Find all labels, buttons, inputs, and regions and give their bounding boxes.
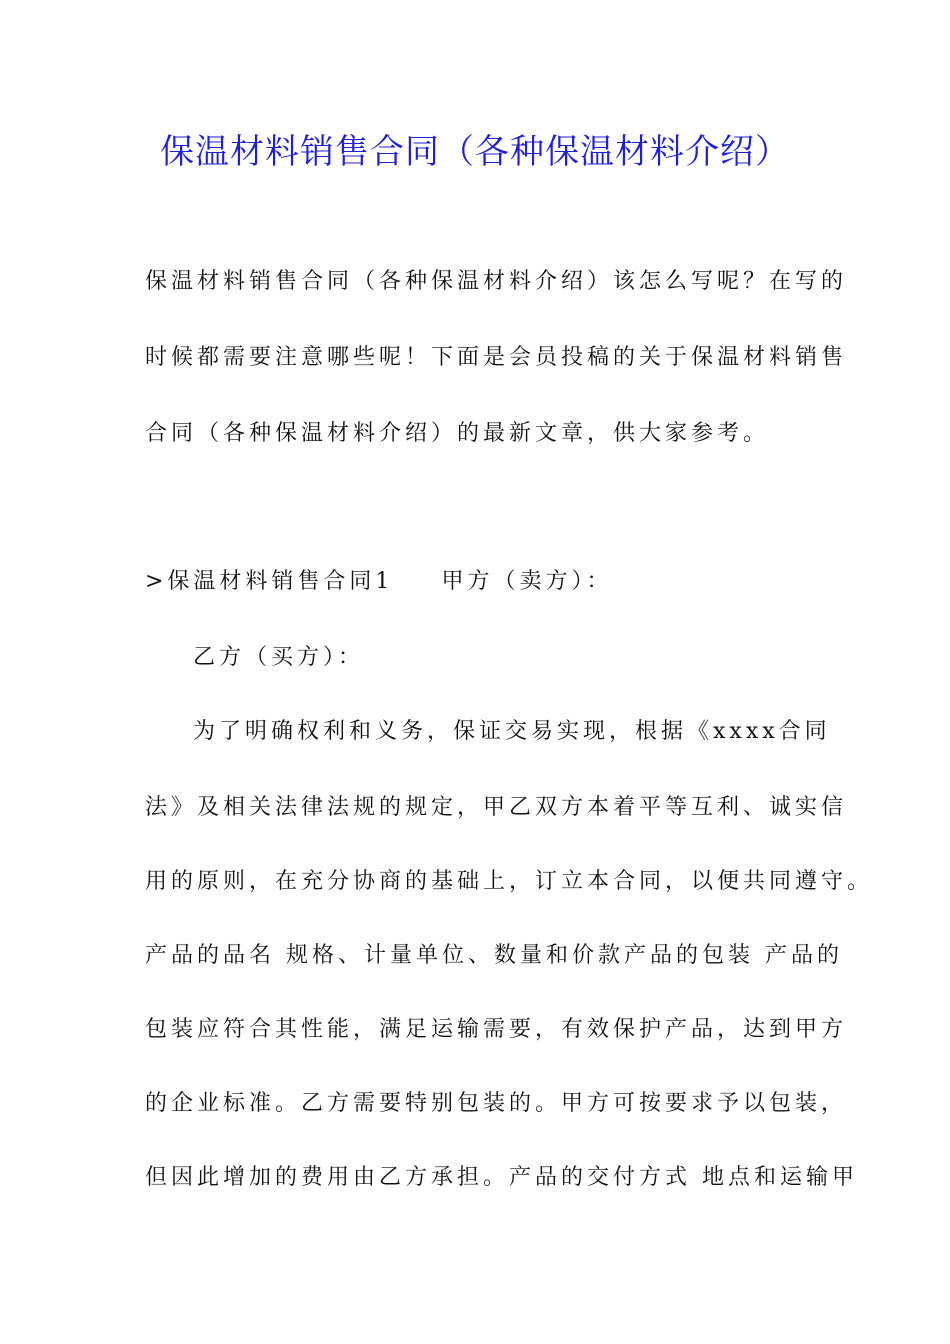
body-line: 产品的品名 规格、计量单位、数量和价款产品的包装 产品的 — [145, 943, 843, 968]
body-line: 用的原则，在充分协商的基础上，订立本合同，以便共同遵守。 — [145, 869, 874, 894]
contract-heading-row — [145, 566, 612, 598]
party-b-label: 乙方（买方）： — [193, 645, 365, 670]
intro-line: 保温材料销售合同（各种保温材料介绍）该怎么写呢？在写的 — [145, 269, 848, 294]
intro-line: 合同（各种保温材料介绍）的最新文章，供大家参考。 — [145, 421, 770, 446]
body-line: 的企业标准。乙方需要特别包装的。甲方可按要求予以包装， — [145, 1091, 848, 1116]
body-line: 为了明确权利和义务，保证交易实现，根据《xxxx合同 — [193, 719, 831, 744]
body-line: 法》及相关法律法规的规定，甲乙双方本着平等互利、诚实信 — [145, 795, 848, 820]
contract-heading: >保温材料销售合同1 — [145, 569, 394, 594]
intro-line: 时候都需要注意哪些呢！下面是会员投稿的关于保温材料销售 — [145, 345, 848, 370]
body-line: 包装应符合其性能，满足运输需要，有效保护产品，达到甲方 — [145, 1017, 848, 1042]
body-line: 但因此增加的费用由乙方承担。产品的交付方式 地点和运输甲 — [145, 1165, 858, 1190]
document-title: 保温材料销售合同（各种保温材料介绍） — [160, 132, 790, 172]
party-a-label: 甲方（卖方）： — [441, 569, 613, 594]
